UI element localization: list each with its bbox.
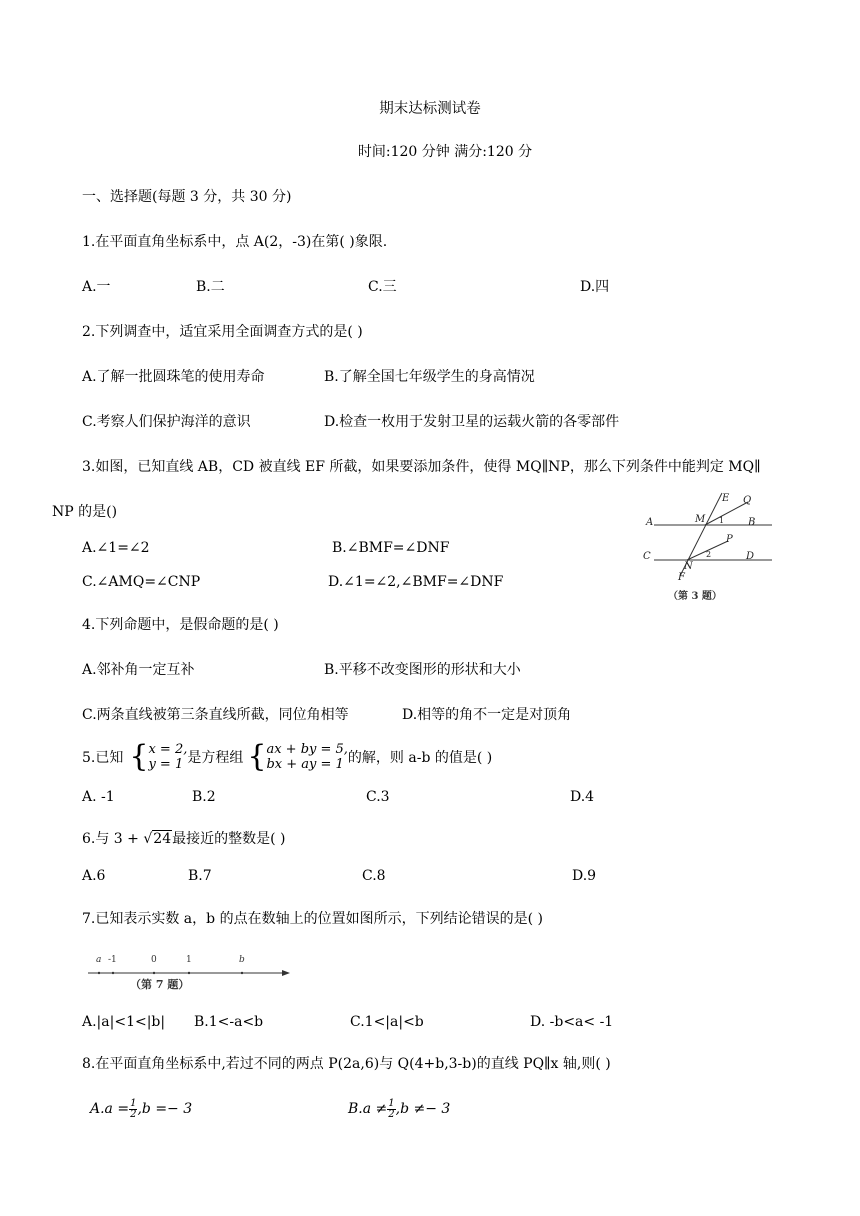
tick-label-a: a (96, 955, 102, 965)
label-angle-2: 2 (706, 550, 712, 559)
section-heading: 一、选择题(每题 3 分，共 30 分) (82, 189, 292, 205)
q4-option-a: A.邻补角一定互补 (82, 662, 195, 678)
q8a-post: ,b =− 3 (137, 1101, 193, 1117)
label-d: D (746, 551, 755, 562)
q8-option-b (348, 1094, 450, 1124)
q5-sys1-line1: x = 2, (148, 742, 188, 757)
tick-label-1: 1 (186, 955, 192, 965)
label-n: N (684, 561, 693, 572)
q7-figure-caption: （第 7 题） (130, 978, 190, 991)
q6-option-b: B.7 (188, 868, 212, 884)
q5-option-b: B.2 (192, 789, 216, 805)
q8-option-a (90, 1094, 192, 1124)
q3-figure-caption: （第 3 题） (668, 591, 722, 602)
tick-label-neg1: -1 (108, 955, 117, 965)
question-7-stem: 7.已知表示实数 a，b 的点在数轴上的位置如图所示，下列结论错误的是( ) (82, 911, 543, 927)
q8a-num: 1 (130, 1097, 137, 1109)
q7-option-b: B.1<-a<b (194, 1014, 264, 1030)
q4-option-b: B.平移不改变图形的形状和大小 (324, 662, 521, 678)
q3-option-a: A.∠1=∠2 (82, 540, 150, 556)
question-8-stem: 8.在平面直角坐标系中,若过不同的两点 P(2a,6)与 Q(4+b,3-b)的直线 PQ∥x 轴,则( ) (82, 1056, 611, 1072)
label-angle-1: 1 (719, 516, 725, 525)
q5-system-2 (266, 742, 347, 772)
label-b: B (748, 517, 756, 528)
q7-number-line-figure (86, 948, 292, 992)
q6-prefix: 6.与 3 + (82, 831, 144, 847)
q2-option-d: D.检查一枚用于发射卫星的运载火箭的各零部件 (324, 414, 620, 430)
exam-title: 期末达标测试卷 (379, 101, 481, 117)
q2-option-c: C.考察人们保护海洋的意识 (82, 414, 251, 430)
label-f: F (678, 572, 685, 583)
q3-geometry-figure (640, 488, 780, 608)
q5-prefix: 5.已知 (82, 750, 124, 766)
q1-option-a: A.一 (82, 279, 111, 295)
q5-middle: 是方程组 (187, 750, 244, 766)
q5-suffix: 的解，则 a-b 的值是( ) (347, 750, 493, 766)
exam-subtitle: 时间:120 分钟 满分:120 分 (357, 144, 533, 160)
q8b-den: 2 (388, 1108, 395, 1120)
label-m: M (695, 514, 706, 525)
q1-option-b: B.二 (196, 279, 225, 295)
label-p: P (726, 534, 733, 545)
q6-option-d: D.9 (572, 868, 597, 884)
q5-brace-2: { (247, 739, 267, 774)
tick-label-b: b (239, 955, 245, 965)
q1-option-d: D.四 (580, 279, 610, 295)
q6-suffix: 最接近的整数是( ) (172, 831, 286, 847)
q7-option-c: C.1<|a|<b (350, 1014, 424, 1030)
q5-sys2-line1: ax + by = 5, (266, 742, 348, 757)
question-6-stem (82, 828, 285, 848)
q3-option-c: C.∠AMQ=∠CNP (82, 574, 201, 590)
tick-label-0: 0 (151, 955, 157, 965)
q6-option-c: C.8 (362, 868, 386, 884)
label-c: C (643, 551, 651, 562)
q5-sys2-line2: bx + ay = 1 (266, 757, 344, 772)
q5-sys1-line2: y = 1 (148, 757, 184, 772)
q3-option-d: D.∠1=∠2,∠BMF=∠DNF (328, 574, 504, 590)
q5-option-c: C.3 (366, 789, 390, 805)
q3-option-b: B.∠BMF=∠DNF (332, 540, 450, 556)
q7-option-d: D. -b<a< -1 (530, 1014, 614, 1030)
q2-option-b: B.了解全国七年级学生的身高情况 (324, 369, 535, 385)
q7-option-a: A.|a|<1<|b| (82, 1014, 166, 1030)
label-e: E (722, 493, 730, 504)
q8a-pre: A.a = (90, 1101, 130, 1117)
question-3-stem-line2: NP 的是() (52, 504, 118, 520)
q8b-fraction (387, 1099, 395, 1120)
question-2-stem: 2.下列调查中，适宜采用全面调查方式的是( ) (82, 324, 363, 340)
q6-sqrt-arg: 24 (153, 831, 172, 847)
sqrt-sign: √ (143, 831, 153, 847)
q6-option-a: A.6 (82, 868, 106, 884)
question-3-stem-line1: 3.如图，已知直线 AB，CD 被直线 EF 所截，如果要添加条件，使得 MQ∥NP，那么下列条件中能判定 MQ∥ (82, 459, 761, 475)
question-1-stem: 1.在平面直角坐标系中，点 A(2，-3)在第( )象限. (82, 234, 388, 250)
q4-option-d: D.相等的角不一定是对顶角 (402, 707, 572, 723)
label-a: A (646, 517, 654, 528)
question-4-stem: 4.下列命题中，是假命题的是( ) (82, 617, 279, 633)
q5-option-d: D.4 (570, 789, 595, 805)
q2-option-a: A.了解一批圆珠笔的使用寿命 (82, 369, 265, 385)
q1-option-c: C.三 (368, 279, 397, 295)
label-q: Q (743, 495, 752, 506)
q8a-fraction (129, 1099, 137, 1120)
q5-option-a: A. -1 (82, 789, 115, 805)
q8a-den: 2 (130, 1108, 137, 1120)
q8b-post: ,b ≠− 3 (395, 1101, 451, 1117)
q5-system-1 (148, 742, 187, 772)
q5-brace-1: { (129, 739, 149, 774)
q8b-num: 1 (388, 1097, 395, 1109)
q8b-pre: B.a ≠ (348, 1101, 388, 1117)
question-5-stem (82, 739, 492, 775)
q4-option-c: C.两条直线被第三条直线所截，同位角相等 (82, 707, 349, 723)
